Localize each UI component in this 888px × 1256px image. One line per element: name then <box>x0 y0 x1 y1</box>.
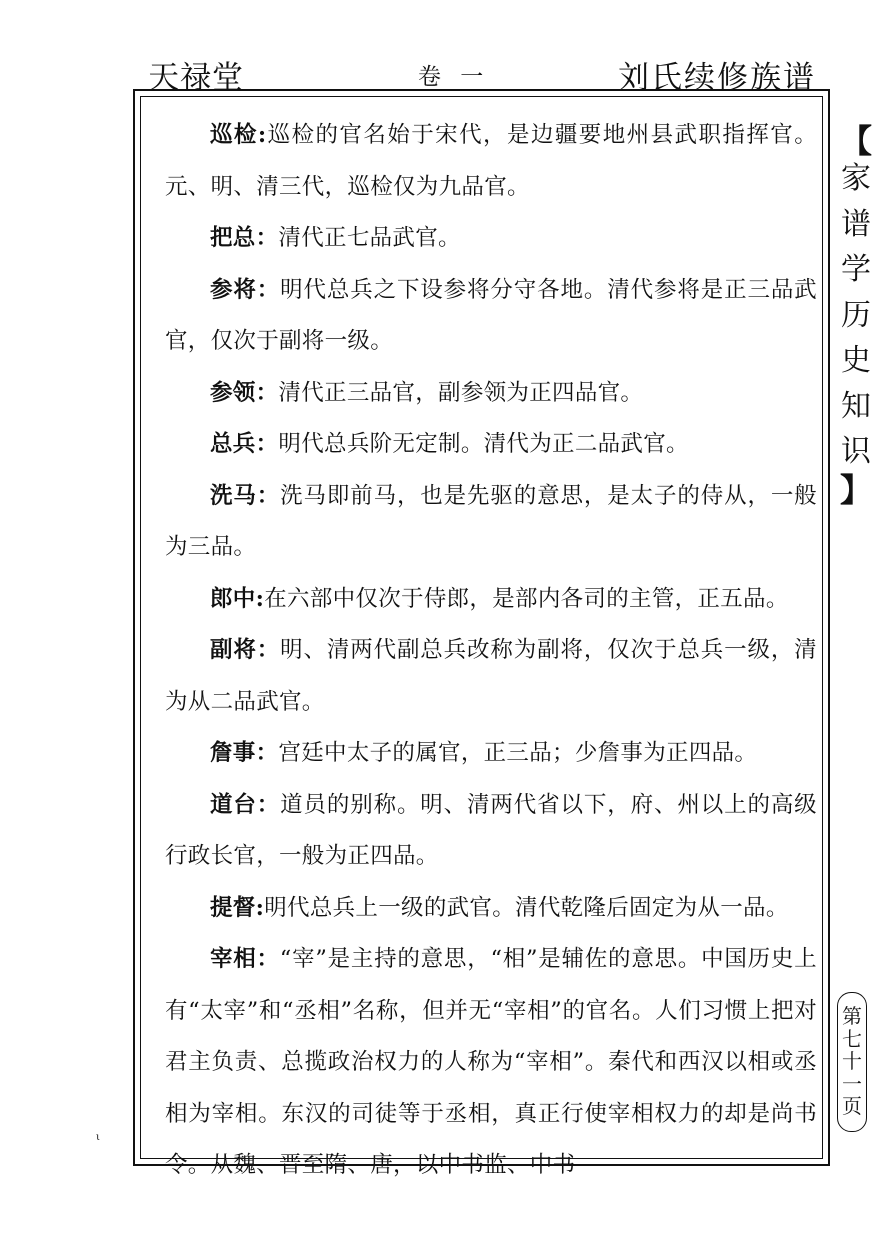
entry-term: 巡检 <box>210 122 258 148</box>
entry-text: 明代总兵阶无定制。清代为正二品武官。 <box>278 431 689 457</box>
section-side-tab <box>838 122 874 509</box>
entry-xunjian <box>165 110 817 213</box>
entry-separator: : <box>255 585 265 612</box>
page-number-char: 十 <box>842 1049 862 1073</box>
entry-separator: ： <box>256 637 281 663</box>
entry-separator: : <box>255 894 265 921</box>
page-number-char: 第 <box>842 1004 862 1028</box>
side-tab-open-bracket: 【 <box>839 122 872 160</box>
entry-canjiang <box>165 265 817 368</box>
entry-text: 明代总兵上一级的武官。清代乾隆后固定为从一品。 <box>264 894 789 921</box>
entry-langzhong <box>165 574 817 626</box>
entry-zhanshi <box>165 728 817 780</box>
page-number-char: 一 <box>842 1071 862 1096</box>
entry-zongbing <box>165 419 817 471</box>
page-number-char: 七 <box>842 1026 862 1051</box>
side-tab-char: 学 <box>841 252 871 287</box>
entry-separator: ： <box>255 740 279 766</box>
entry-text: 清代正三品官，副参领为正四品官。 <box>278 379 644 406</box>
side-tab-close-bracket: 】 <box>839 470 872 509</box>
entry-term: 郎中 <box>210 585 256 612</box>
entry-canling <box>165 368 817 420</box>
entry-fujiang <box>165 625 817 728</box>
entry-term: 詹事 <box>210 740 256 766</box>
entry-term: 参将 <box>210 276 257 303</box>
header-left-title: 天禄堂 <box>148 60 244 96</box>
entry-separator: ： <box>256 946 280 972</box>
entry-daotai <box>165 780 817 883</box>
header-right-title: 刘氏续修族谱 <box>618 60 816 96</box>
entry-separator: ： <box>255 225 279 251</box>
side-tab-char: 知 <box>841 388 871 424</box>
entry-xima <box>165 471 817 574</box>
entry-bazong <box>165 213 817 265</box>
side-tab-char: 历 <box>841 297 871 333</box>
entry-term: 道台 <box>210 791 257 818</box>
entry-text: “宰”是主持的意思，“相”是辅佐的意思。中国历史上有“太宰”和“丞相”名称，但并无“宰相”的官名。人们习惯上把对君主负责、总揽政治权力的人称为“宰相”。秦代和西汉以相或丞相为宰相。东汉的司徒等于丞相，真正行使宰相权力的却是尚书令。从魏、晋至隋、唐，以中书监、中书 <box>165 946 817 1178</box>
side-tab-char: 家 <box>841 161 871 196</box>
entry-zaixiang <box>165 934 817 1192</box>
entry-term: 把总 <box>210 225 256 251</box>
entry-text: 在六部中仅次于侍郎，是部内各司的主管，正五品。 <box>264 585 789 612</box>
entry-separator: ： <box>255 379 279 406</box>
entry-term: 参领 <box>210 379 256 406</box>
side-tab-char: 史 <box>841 343 871 378</box>
entry-text: 明、清两代副总兵改称为副将，仅次于总兵一级，清为从二品武官。 <box>165 637 817 715</box>
header-volume: 卷 一 <box>418 64 490 90</box>
entry-term: 副将 <box>210 637 257 663</box>
entry-text: 清代正七品武官。 <box>278 225 461 251</box>
entry-text: 宫廷中太子的属官，正三品；少詹事为正四品。 <box>278 740 758 766</box>
side-tab-char: 识 <box>841 434 871 469</box>
entry-text: 明代总兵之下设参将分守各地。清代参将是正三品武官，仅次于副将一级。 <box>165 276 817 354</box>
entry-separator: ： <box>255 431 279 457</box>
entry-separator: : <box>257 122 267 148</box>
glossary-body <box>165 110 817 1192</box>
entry-term: 洗马 <box>210 482 257 509</box>
page-number-badge <box>837 992 867 1132</box>
entry-text: 洗马即前马，也是先驱的意思，是太子的侍从，一般为三品。 <box>165 482 817 560</box>
entry-text: 道员的别称。明、清两代省以下，府、州以上的高级行政长官，一般为正四品。 <box>165 791 817 869</box>
entry-separator: ： <box>256 482 281 509</box>
entry-term: 宰相 <box>210 946 257 972</box>
side-tab-char: 谱 <box>841 206 871 242</box>
entry-tidu <box>165 883 817 935</box>
entry-text: 巡检的官名始于宋代，是边疆要地州县武职指挥官。元、明、清三代，巡检仅为九品官。 <box>165 122 817 200</box>
entry-separator: ： <box>256 276 281 303</box>
entry-separator: ： <box>256 791 281 818</box>
entry-term: 总兵 <box>210 431 256 457</box>
entry-term: 提督 <box>210 894 256 921</box>
margin-mark: ι <box>96 1132 100 1143</box>
page-number-char: 页 <box>842 1094 862 1118</box>
